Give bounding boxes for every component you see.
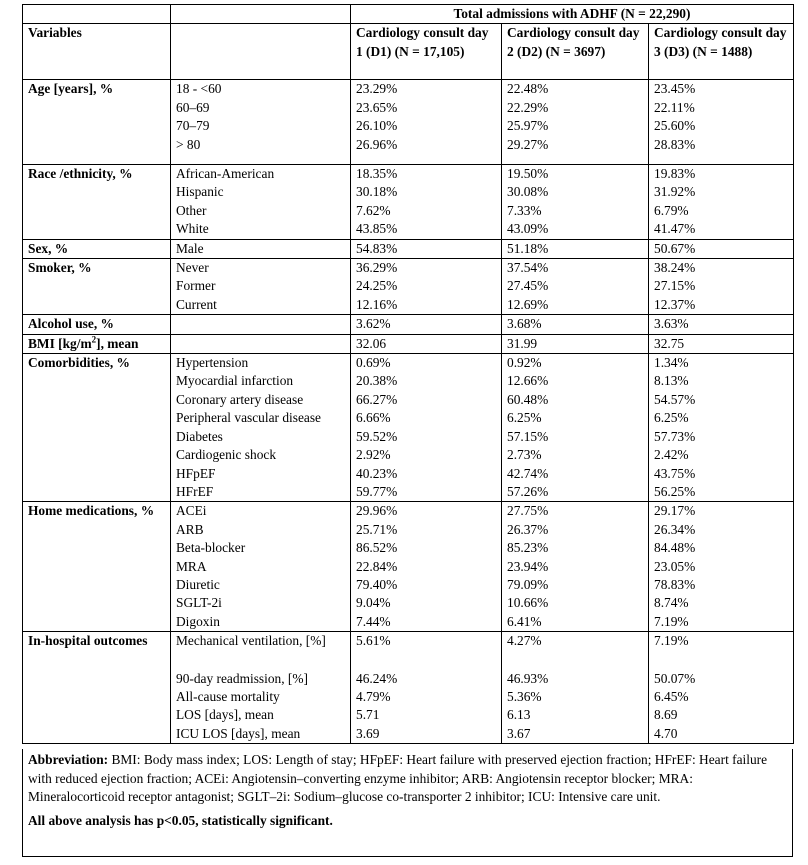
cell-d2: 23.94% [502,558,649,576]
row-sublabel: Peripheral vascular disease [171,409,351,427]
cell-d1: 6.66% [351,409,502,427]
cell-d3: 57.73% [649,428,794,446]
cell-d2: 79.09% [502,576,649,594]
cell-d3: 26.34% [649,521,794,539]
row-sublabel [171,334,351,353]
table-row [23,725,794,744]
header-row-group [23,5,794,24]
row-sublabel: Diabetes [171,428,351,446]
table-row [23,688,794,706]
row-sublabel: Hypertension [171,354,351,373]
row-sublabel: MRA [171,558,351,576]
cell-d1: 54.83% [351,239,502,258]
bmi-label-pre: BMI [kg/m [28,335,92,351]
row-label-empty [23,220,171,239]
cell-d3: 19.83% [649,165,794,184]
cell-d2: 2.73% [502,446,649,464]
row-label-empty [23,613,171,632]
significance-note: All above analysis has p<0.05, statistically significant. [28,812,333,828]
table-row [23,632,794,670]
row-sublabel: Coronary artery disease [171,391,351,409]
cell-d3: 4.70 [649,725,794,744]
row-sublabel: LOS [days], mean [171,706,351,724]
col-d3-header: Cardiology consult day 3 (D3) (N = 1488) [649,24,794,80]
footnote [22,749,793,857]
row-label-empty [23,391,171,409]
admissions-table [22,4,794,744]
table-row [23,446,794,464]
cell-d1: 36.29% [351,259,502,278]
cell-d1: 66.27% [351,391,502,409]
cell-d2: 3.67 [502,725,649,744]
table-row [23,483,794,502]
row-sublabel: Mechanical ventilation, [%] [171,632,351,670]
row-label-age: Age [years], % [23,80,171,99]
table-row [23,670,794,688]
cell-d3: 84.48% [649,539,794,557]
cell-d3: 22.11% [649,99,794,117]
header-blank-1 [23,5,171,24]
cell-d3: 50.07% [649,670,794,688]
row-sublabel: Cardiogenic shock [171,446,351,464]
cell-d1: 46.24% [351,670,502,688]
table-row [23,80,794,99]
table-row [23,613,794,632]
cell-d2: 29.27% [502,136,649,165]
table-row [23,594,794,612]
row-sublabel: 90-day readmission, [%] [171,670,351,688]
row-sublabel: ACEi [171,502,351,521]
table-row [23,576,794,594]
table-row [23,521,794,539]
cell-d2: 22.48% [502,80,649,99]
cell-d1: 59.52% [351,428,502,446]
header-blank-3 [171,24,351,80]
row-sublabel: HFrEF [171,483,351,502]
cell-d1: 40.23% [351,465,502,483]
cell-d2: 26.37% [502,521,649,539]
row-sublabel: All-cause mortality [171,688,351,706]
table-row [23,136,794,165]
row-sublabel: HFpEF [171,465,351,483]
cell-d2: 51.18% [502,239,649,258]
row-sublabel: Beta-blocker [171,539,351,557]
row-label-empty [23,576,171,594]
bmi-label-post: ], mean [96,335,139,351]
cell-d3: 25.60% [649,117,794,135]
cell-d3: 6.45% [649,688,794,706]
row-label-empty [23,670,171,688]
table-row [23,315,794,334]
row-sublabel: Other [171,202,351,220]
row-sublabel: Male [171,239,351,258]
cell-d1: 18.35% [351,165,502,184]
cell-d2: 43.09% [502,220,649,239]
cell-d3: 2.42% [649,446,794,464]
row-label-empty [23,688,171,706]
cell-d3: 41.47% [649,220,794,239]
cell-d1: 26.10% [351,117,502,135]
cell-d1: 3.62% [351,315,502,334]
cell-d2: 12.69% [502,296,649,315]
row-sublabel: Hispanic [171,183,351,201]
cell-d3: 28.83% [649,136,794,165]
cell-d3: 12.37% [649,296,794,315]
table-row [23,183,794,201]
abbreviation-label: Abbreviation: [28,752,109,767]
cell-d2: 57.15% [502,428,649,446]
table-row [23,239,794,258]
cell-d2: 25.97% [502,117,649,135]
row-label-empty [23,277,171,295]
cell-d3: 8.69 [649,706,794,724]
col-d2-header: Cardiology consult day 2 (D2) (N = 3697) [502,24,649,80]
cell-d1: 86.52% [351,539,502,557]
cell-d2: 0.92% [502,354,649,373]
cell-d2: 85.23% [502,539,649,557]
row-label-empty [23,183,171,201]
table-row [23,409,794,427]
table-row [23,334,794,353]
cell-d1: 9.04% [351,594,502,612]
row-sublabel: African-American [171,165,351,184]
table-row [23,259,794,278]
row-label-empty [23,521,171,539]
cell-d1: 22.84% [351,558,502,576]
cell-d2: 46.93% [502,670,649,688]
row-sublabel: 70–79 [171,117,351,135]
row-sublabel: Former [171,277,351,295]
cell-d1: 7.44% [351,613,502,632]
cell-d2: 7.33% [502,202,649,220]
header-blank-2 [171,5,351,24]
row-label-empty [23,372,171,390]
cell-d2: 60.48% [502,391,649,409]
cell-d2: 30.08% [502,183,649,201]
table-row [23,706,794,724]
cell-d3: 43.75% [649,465,794,483]
cell-d2: 57.26% [502,483,649,502]
table-row [23,372,794,390]
row-label-empty [23,465,171,483]
cell-d2: 6.25% [502,409,649,427]
row-label-empty [23,539,171,557]
cell-d1: 79.40% [351,576,502,594]
cell-d2: 10.66% [502,594,649,612]
cell-d1: 26.96% [351,136,502,165]
group-title: Total admissions with ADHF (N = 22,290) [351,5,794,24]
cell-d2: 22.29% [502,99,649,117]
row-sublabel: Digoxin [171,613,351,632]
row-label-empty [23,202,171,220]
table-row [23,391,794,409]
cell-d3: 31.92% [649,183,794,201]
cell-d1: 23.65% [351,99,502,117]
bmi-label-sup: 2 [91,334,97,345]
cell-d2: 3.68% [502,315,649,334]
cell-d2: 6.13 [502,706,649,724]
cell-d2: 27.45% [502,277,649,295]
row-label-empty [23,409,171,427]
row-label-empty [23,296,171,315]
cell-d1: 5.61% [351,632,502,670]
cell-d3: 6.25% [649,409,794,427]
row-label-empty [23,136,171,165]
variables-header: Variables [23,24,171,80]
cell-d1: 7.62% [351,202,502,220]
cell-d1: 2.92% [351,446,502,464]
table-row [23,296,794,315]
cell-d3: 8.74% [649,594,794,612]
cell-d3: 54.57% [649,391,794,409]
row-sublabel: Current [171,296,351,315]
cell-d1: 43.85% [351,220,502,239]
table-row [23,558,794,576]
table-row [23,354,794,373]
row-label-empty [23,117,171,135]
table-row [23,220,794,239]
cell-d3: 3.63% [649,315,794,334]
cell-d1: 12.16% [351,296,502,315]
row-label-empty [23,446,171,464]
row-label-empty [23,594,171,612]
cell-d3: 6.79% [649,202,794,220]
row-sublabel: SGLT-2i [171,594,351,612]
row-label-empty [23,725,171,744]
cell-d3: 56.25% [649,483,794,502]
cell-d3: 27.15% [649,277,794,295]
row-sublabel: 18 - <60 [171,80,351,99]
row-sublabel: ICU LOS [days], mean [171,725,351,744]
row-sublabel [171,315,351,334]
cell-d3: 1.34% [649,354,794,373]
cell-d1: 32.06 [351,334,502,353]
cell-d1: 20.38% [351,372,502,390]
cell-d2: 12.66% [502,372,649,390]
row-label-empty [23,99,171,117]
table-row [23,539,794,557]
cell-d3: 7.19% [649,632,794,670]
row-sublabel: Never [171,259,351,278]
table-row [23,277,794,295]
row-sublabel: White [171,220,351,239]
row-label-bmi [23,334,171,353]
cell-d2: 37.54% [502,259,649,278]
table-body [23,5,794,744]
cell-d1: 29.96% [351,502,502,521]
table-row [23,428,794,446]
row-label-race: Race /ethnicity, % [23,165,171,184]
cell-d1: 3.69 [351,725,502,744]
cell-d3: 29.17% [649,502,794,521]
cell-d1: 23.29% [351,80,502,99]
cell-d1: 4.79% [351,688,502,706]
cell-d2: 4.27% [502,632,649,670]
cell-d3: 78.83% [649,576,794,594]
table-row [23,165,794,184]
row-label-outcomes: In-hospital outcomes [23,632,171,670]
row-sublabel: > 80 [171,136,351,165]
row-sublabel: 60–69 [171,99,351,117]
header-row-columns [23,24,794,80]
cell-d2: 27.75% [502,502,649,521]
row-label-meds: Home medications, % [23,502,171,521]
col-d1-header: Cardiology consult day 1 (D1) (N = 17,105) [351,24,502,80]
row-label-empty [23,558,171,576]
cell-d3: 8.13% [649,372,794,390]
table-row [23,202,794,220]
cell-d1: 5.71 [351,706,502,724]
abbreviation-text: BMI: Body mass index; LOS: Length of stay; HFpEF: Heart failure with preserved ejection fraction; HFrEF: Heart failure with reduced ejection fraction; ACEi: Angiotensin–converting enzyme inhibitor; ARB: Angiotensin receptor blocker; MRA: Mineralocorticoid receptor antagonist; SGLT–2i: Sodium–glucose co-transporter 2 inhibitor; ICU: Intensive care unit. [28,752,768,804]
table-row [23,502,794,521]
cell-d1: 0.69% [351,354,502,373]
row-sublabel: Myocardial infarction [171,372,351,390]
cell-d2: 42.74% [502,465,649,483]
cell-d2: 6.41% [502,613,649,632]
cell-d3: 23.05% [649,558,794,576]
cell-d1: 25.71% [351,521,502,539]
row-label-sex: Sex, % [23,239,171,258]
abbreviation-note [28,751,787,807]
cell-d2: 19.50% [502,165,649,184]
row-sublabel: ARB [171,521,351,539]
row-label-empty [23,483,171,502]
cell-d2: 31.99 [502,334,649,353]
row-label-smoker: Smoker, % [23,259,171,278]
row-sublabel: Diuretic [171,576,351,594]
table-row [23,99,794,117]
row-label-alcohol: Alcohol use, % [23,315,171,334]
row-label-comorbid: Comorbidities, % [23,354,171,373]
cell-d3: 7.19% [649,613,794,632]
cell-d3: 38.24% [649,259,794,278]
row-label-empty [23,706,171,724]
row-label-empty [23,428,171,446]
cell-d1: 30.18% [351,183,502,201]
cell-d1: 24.25% [351,277,502,295]
cell-d1: 59.77% [351,483,502,502]
table-row [23,117,794,135]
cell-d3: 50.67% [649,239,794,258]
cell-d2: 5.36% [502,688,649,706]
table-row [23,465,794,483]
cell-d3: 32.75 [649,334,794,353]
cell-d3: 23.45% [649,80,794,99]
